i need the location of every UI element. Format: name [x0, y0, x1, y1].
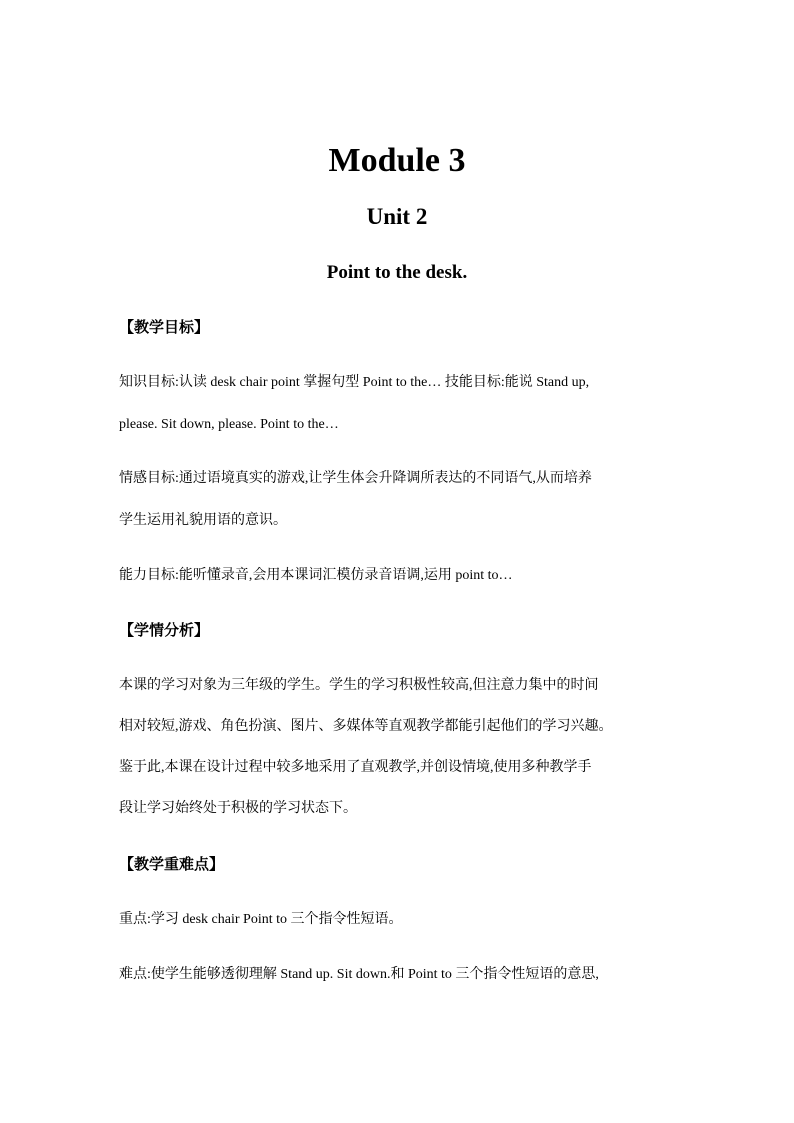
- section-heading-analysis: 【学情分析】: [119, 621, 210, 639]
- objectives-line: 能力目标:能听懂录音,会用本课词汇模仿录音语调,运用 point to…: [119, 568, 513, 583]
- analysis-line: 相对较短,游戏、角色扮演、图片、多媒体等直观教学都能引起他们的学习兴趣。: [119, 719, 613, 734]
- section-heading-keypoints: 【教学重难点】: [119, 855, 225, 873]
- objectives-line: 学生运用礼貌用语的意识。: [119, 513, 287, 528]
- analysis-line: 本课的学习对象为三年级的学生。学生的学习积极性较高,但注意力集中的时间: [119, 678, 599, 693]
- analysis-line: 鉴于此,本课在设计过程中较多地采用了直观教学,并创设情境,使用多种教学手: [119, 760, 592, 775]
- unit-title: Unit 2: [366, 204, 428, 229]
- lesson-title: Point to the desk.: [326, 262, 468, 283]
- section-heading-objectives: 【教学目标】: [119, 318, 210, 336]
- keypoints-line: 重点:学习 desk chair Point to 三个指令性短语。: [119, 912, 403, 927]
- keypoints-line: 难点:使学生能够透彻理解 Stand up. Sit down.和 Point to 三个指令性短语的意思,: [119, 967, 599, 982]
- analysis-line: 段让学习始终处于积极的学习状态下。: [119, 801, 357, 816]
- objectives-line: 情感目标:通过语境真实的游戏,让学生体会升降调所表达的不同语气,从而培养: [119, 471, 592, 486]
- objectives-line: 知识目标:认读 desk chair point 掌握句型 Point to the… 技能目标:能说 Stand up,: [119, 375, 590, 390]
- objectives-line: please. Sit down, please. Point to the…: [119, 417, 339, 432]
- module-title: Module 3: [328, 142, 466, 179]
